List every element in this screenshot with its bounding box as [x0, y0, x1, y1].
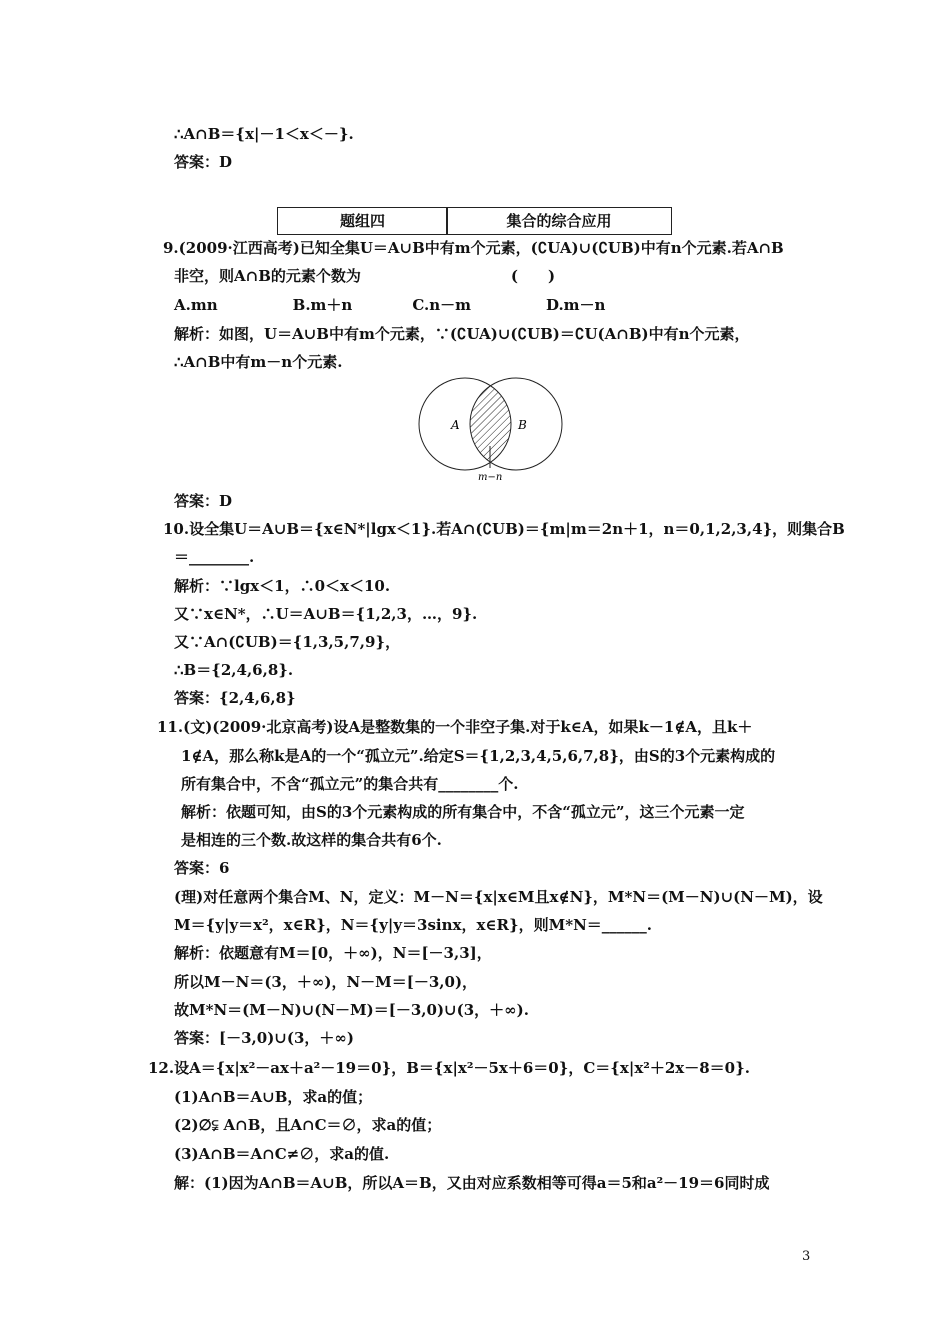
question-10-line-1: 10.设全集U＝A∪B＝{x∈N*|lgx＜1}.若A∩(∁UB)＝{m|m＝2n＋1，n＝0,1,2,3,4}，则集合B [163, 520, 845, 538]
question-11-line-1: 11.(文)(2009·北京高考)设A是整数集的一个非空子集.对于k∈A，如果k－1∉A，且k＋ [157, 718, 753, 736]
page-number: 3 [802, 1249, 811, 1264]
solution-11-li-line-1: 解析：依题意有M＝[0，＋∞)，N＝[－3,3]， [174, 944, 492, 962]
question-12-part-2: (2)∅⫋ A∩B，且A∩C＝∅，求a的值； [174, 1116, 442, 1134]
question-9-line-2: 非空，则A∩B的元素个数为 ( ) [174, 267, 556, 285]
answer-10: 答案：{2,4,6,8} [174, 689, 296, 707]
question-12-part-3: (3)A∩B＝A∩C≠∅，求a的值. [174, 1145, 390, 1163]
solution-10-line-3: 又∵A∩(∁UB)＝{1,3,5,7,9}， [174, 633, 401, 651]
venn-diagram [410, 374, 570, 484]
question-11-line-2: 1∉A，那么称k是A的一个“孤立元”.给定S＝{1,2,3,4,5,6,7,8}，由S的3个元素构成的 [181, 747, 776, 765]
solution-line: ∴A∩B＝{x|－1＜x＜－}. [174, 125, 354, 143]
venn-label-b: B [518, 418, 527, 432]
solution-11-line-2: 是相连的三个数.故这样的集合共有6个. [181, 831, 442, 849]
answer-9: 答案：D [174, 492, 233, 510]
venn-label-bottom: m−n [478, 472, 503, 483]
question-12-part-1: (1)A∩B＝A∪B，求a的值； [174, 1088, 373, 1106]
solution-10-line-4: ∴B＝{2,4,6,8}. [174, 661, 294, 679]
answer-11: 答案：6 [174, 859, 230, 877]
question-11-li-line-1: (理)对任意两个集合M、N，定义：M－N＝{x|x∈M且x∉N}，M*N＝(M－N)∪(N－M)，设 [174, 888, 823, 906]
question-12-line-1: 12.设A＝{x|x²－ax＋a²－19＝0}，B＝{x|x²－5x＋6＝0}，C＝{x|x²＋2x－8＝0}. [148, 1059, 750, 1077]
question-11-line-3: 所有集合中，不含“孤立元”的集合共有________个. [181, 775, 519, 793]
answer-line: 答案：D [174, 153, 233, 171]
table-cell-topic: 集合的综合应用 [446, 207, 672, 235]
answer-11-li: 答案：[－3,0)∪(3，＋∞) [174, 1029, 354, 1047]
solution-12-line-1: 解：(1)因为A∩B＝A∪B，所以A＝B，又由对应系数相等可得a＝5和a²－19＝6同时成 [174, 1174, 770, 1192]
solution-11-li-line-3: 故M*N＝(M－N)∪(N－M)＝[－3,0)∪(3，＋∞). [174, 1001, 529, 1019]
venn-label-a: A [451, 418, 460, 432]
question-9-options: A.mn B.m＋n C.n－m D.m－n [174, 296, 606, 314]
solution-9-line-1: 解析：如图，U＝A∪B中有m个元素，∵(∁UA)∪(∁UB)＝∁U(A∩B)中有n个元素， [174, 325, 750, 343]
table-cell-group: 题组四 [277, 207, 448, 235]
question-9-line-1: 9.(2009·江西高考)已知全集U＝A∪B中有m个元素，(∁UA)∪(∁UB)中有n个元素.若A∩B [163, 239, 784, 257]
question-10-line-2: ＝________. [174, 548, 255, 566]
solution-11-line-1: 解析：依题可知，由S的3个元素构成的所有集合中，不含“孤立元”，这三个元素一定 [181, 803, 745, 821]
solution-9-line-2: ∴A∩B中有m－n个元素. [174, 353, 343, 371]
solution-10-line-1: 解析：∵lgx＜1，∴0＜x＜10. [174, 577, 391, 595]
question-11-li-line-2: M＝{y|y＝x²，x∈R}，N＝{y|y＝3sinx，x∈R}，则M*N＝______. [174, 916, 653, 934]
solution-11-li-line-2: 所以M－N＝(3，＋∞)，N－M＝[－3,0)， [174, 973, 478, 991]
solution-10-line-2: 又∵x∈N*，∴U＝A∪B＝{1,2,3，…，9}. [174, 605, 478, 623]
